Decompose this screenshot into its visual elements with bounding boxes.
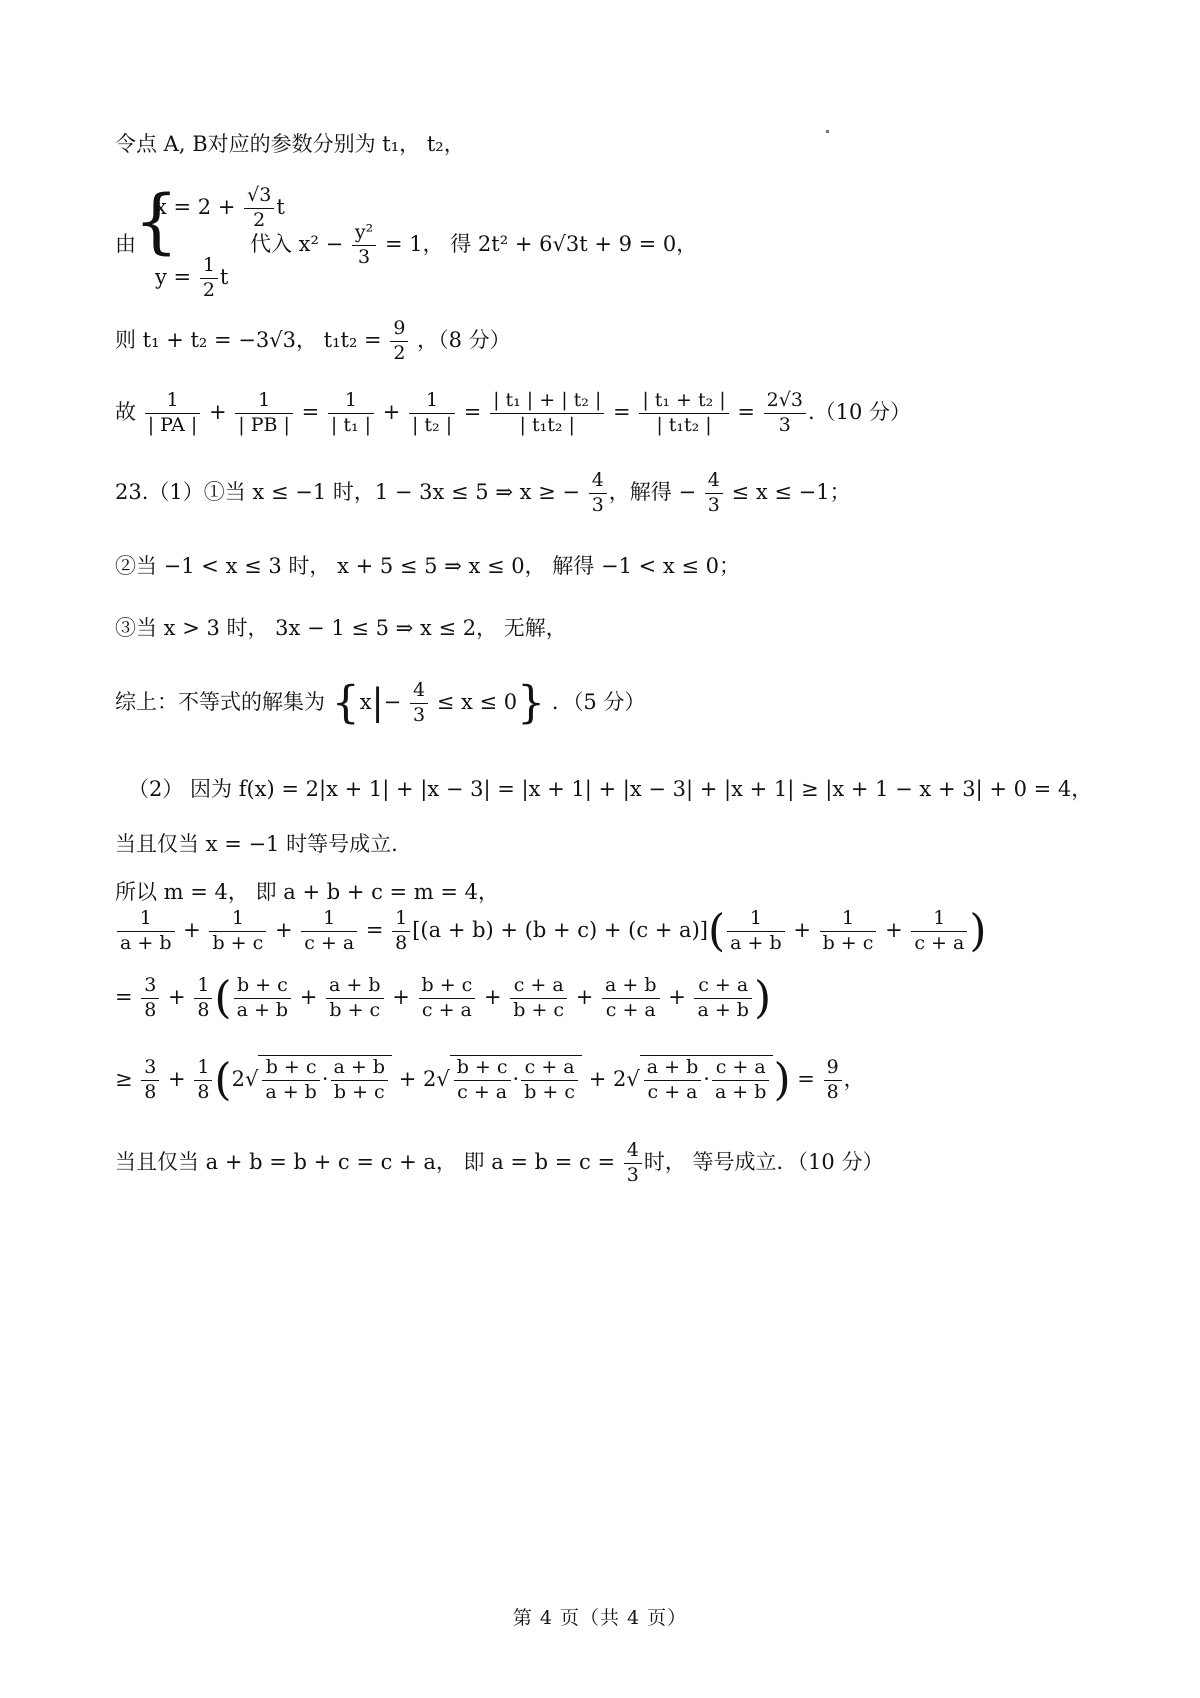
fraction: $\frac{1}{\text{| t₁ |}}$	[328, 390, 374, 437]
fraction: $\frac{9}{8}$	[824, 1057, 842, 1104]
fraction: $\frac{c + a}{b + c}$	[521, 1057, 578, 1104]
system-brace: {	[134, 180, 179, 262]
scan-dot	[826, 130, 829, 133]
fraction: $\frac{\text{| t₁ | + | t₂ |}}{\text{| t₁t₂ |}}$	[490, 390, 604, 437]
line-expansion: $\frac{1}{a + b}$ + $\frac{1}{b + c}$ + $\frac{1}{c + a}$ = $\frac{1}{8}$ [(a + b) + (b + c) + (c + a)]( $\frac{1}{a + b}$ + $\frac{1}{b + c}$ + $\frac{1}{c + a}$ )	[115, 908, 987, 955]
paren-left: (	[214, 972, 232, 1024]
line-case-1: 23.（1）①当 x ≤ −1 时，1 − 3x ≤ 5 ⇒ x ≥ − $\frac{4}{3}$ ，解得 − $\frac{4}{3}$ ≤ x ≤ −1；	[115, 469, 851, 516]
fraction: $\frac{\text{y²}}{3}$	[352, 222, 376, 269]
fraction: $\frac{3}{8}$	[141, 1057, 159, 1104]
fraction: $\frac{a + b}{c + a}$	[644, 1057, 702, 1104]
line-case-3: ③当 x > 3 时， 3x − 1 ≤ 5 ⇒ x ≤ 2， 无解，	[115, 616, 567, 640]
fraction: $\frac{4}{3}$	[589, 470, 607, 517]
line-final-equality: 当且仅当 a + b = b + c = c + a， 即 a = b = c = $\frac{4}{3}$ 时， 等号成立．（10 分）	[115, 1139, 884, 1186]
fraction: $\frac{1}{8}$	[392, 908, 410, 955]
fraction: $\frac{a + b}{b + c}$	[331, 1057, 389, 1104]
paren-left: (	[707, 905, 726, 957]
line-reciprocal-sum: 故 $\frac{1}{| PA |}$ + $\frac{1}{| PB |}$ = $\frac{1}{\text{| t₁ |}}$ + $\frac{1}{\text{| t₂ |}}$ = $\frac{\text{| t₁ | + | t₂ |}}{\text{| t₁t₂ |}}$ = $\frac{\text{| t₁ + t₂ |}}{\text{| t₁t₂ |}}$ = $\frac{2√3}{3}$ .（10 分）	[115, 389, 912, 436]
fraction: $\frac{b + c}{a + b}$	[262, 1057, 320, 1104]
paren-right: )	[773, 1054, 791, 1106]
line-m-value: 所以 m = 4， 即 a + b + c = m = 4，	[115, 880, 500, 904]
set-brace-right: }	[517, 677, 546, 729]
fraction: $\frac{3}{8}$	[141, 975, 159, 1022]
paren-left: (	[214, 1054, 232, 1106]
set-divider: |	[371, 682, 384, 724]
line-substitute-label: 由	[115, 232, 136, 256]
line-solution-set: 综上：不等式的解集为 {x|− $\frac{4}{3}$ ≤ x ≤ 0} ．（5 分）	[115, 677, 646, 729]
line-part-2: （2） 因为 f(x) = 2|x + 1| + |x − 3| = |x + 1| + |x − 3| + |x + 1| ≥ |x + 1 − x + 3| + 0 = 4，	[128, 777, 1093, 801]
line-am-gm: ≥ $\frac{3}{8}$ + $\frac{1}{8}$ (2√ $\frac{b + c}{a + b}$ · $\frac{a + b}{b + c}$ + 2√ $\frac{b + c}{c + a}$ · $\frac{c + a}{b + c}$ + 2√ $\frac{a + b}{c + a}$ · $\frac{c + a}{a + b}$ ) = $\frac{9}{8}$ ，	[115, 1054, 865, 1106]
line-case-2: ②当 −1 < x ≤ 3 时， x + 5 ≤ 5 ⇒ x ≤ 0， 解得 −1 < x ≤ 0；	[115, 554, 741, 578]
fraction: $\frac{4}{3}$	[705, 470, 723, 517]
line-parameters: 令点 A, B对应的参数分别为 t₁， t₂，	[115, 132, 465, 156]
sqrt-term: $\frac{b + c}{a + b}$ · $\frac{a + b}{b + c}$	[258, 1055, 392, 1104]
line-substitute-result: 代入 x² − $\frac{\text{y²}}{3}$ = 1， 得 2t² + 6√3t + 9 = 0，	[250, 221, 698, 268]
fraction: $\frac{1}{a + b}$	[727, 908, 785, 955]
paren-right: )	[753, 972, 772, 1024]
fraction: $\frac{a + b}{c + a}$	[602, 975, 660, 1022]
fraction: $\frac{1}{2}$	[200, 255, 218, 302]
fraction: $\frac{c + a}{a + b}$	[694, 975, 752, 1022]
sqrt-term: $\frac{a + b}{c + a}$ · $\frac{c + a}{a + b}$	[640, 1055, 774, 1104]
fraction: $\frac{b + c}{c + a}$	[454, 1057, 511, 1104]
fraction: $\frac{1}{a + b}$	[117, 908, 175, 955]
fraction: $\frac{9}{2}$	[390, 318, 408, 365]
page-footer: 第 4 页（共 4 页）	[512, 1607, 688, 1629]
sqrt-term: $\frac{b + c}{c + a}$ · $\frac{c + a}{b + c}$	[450, 1055, 582, 1104]
fraction: $\frac{c + a}{a + b}$	[712, 1057, 770, 1104]
fraction: $\frac{4}{3}$	[624, 1140, 642, 1187]
fraction: $\frac{b + c}{c + a}$	[419, 975, 476, 1022]
fraction: $\frac{√3}{2}$	[244, 185, 274, 232]
line-equality-condition: 当且仅当 x = −1 时等号成立.	[115, 832, 398, 856]
fraction: $\frac{1}{8}$	[194, 975, 212, 1022]
fraction: $\frac{1}{8}$	[194, 1057, 212, 1104]
fraction: $\frac{1}{c + a}$	[911, 908, 967, 955]
line-regroup: = $\frac{3}{8}$ + $\frac{1}{8}$ ( $\frac{b + c}{a + b}$ + $\frac{a + b}{b + c}$ + $\frac{b + c}{c + a}$ + $\frac{c + a}{b + c}$ + $\frac{a + b}{c + a}$ + $\frac{c + a}{a + b}$ )	[115, 972, 772, 1024]
fraction: $\frac{b + c}{a + b}$	[234, 975, 292, 1022]
line-vieta: 则 t₁ + t₂ = −3√3， t₁t₂ = $\frac{9}{2}$ ，（8 分）	[115, 317, 511, 364]
fraction: $\frac{c + a}{b + c}$	[510, 975, 567, 1022]
fraction: $\frac{\text{| t₁ + t₂ |}}{\text{| t₁t₂ |}}$	[639, 390, 728, 437]
fraction: $\frac{1}{| PB |}$	[235, 390, 293, 437]
fraction: $\frac{1}{\text{| t₂ |}}$	[409, 390, 455, 437]
fraction: $\frac{a + b}{b + c}$	[326, 975, 384, 1022]
fraction: $\frac{2√3}{3}$	[764, 390, 806, 437]
fraction: $\frac{4}{3}$	[410, 680, 428, 727]
fraction: $\frac{1}{| PA |}$	[145, 390, 201, 437]
set-brace-left: {	[331, 677, 360, 729]
paren-right: )	[969, 905, 987, 957]
fraction: $\frac{1}{b + c}$	[820, 908, 877, 955]
fraction: $\frac{1}{c + a}$	[301, 908, 357, 955]
system-eq-x: x = 2 + $\frac{√3}{2}$ t	[155, 184, 285, 231]
fraction: $\frac{1}{b + c}$	[209, 908, 266, 955]
system-eq-y: y = $\frac{1}{2}$ t	[155, 254, 229, 301]
